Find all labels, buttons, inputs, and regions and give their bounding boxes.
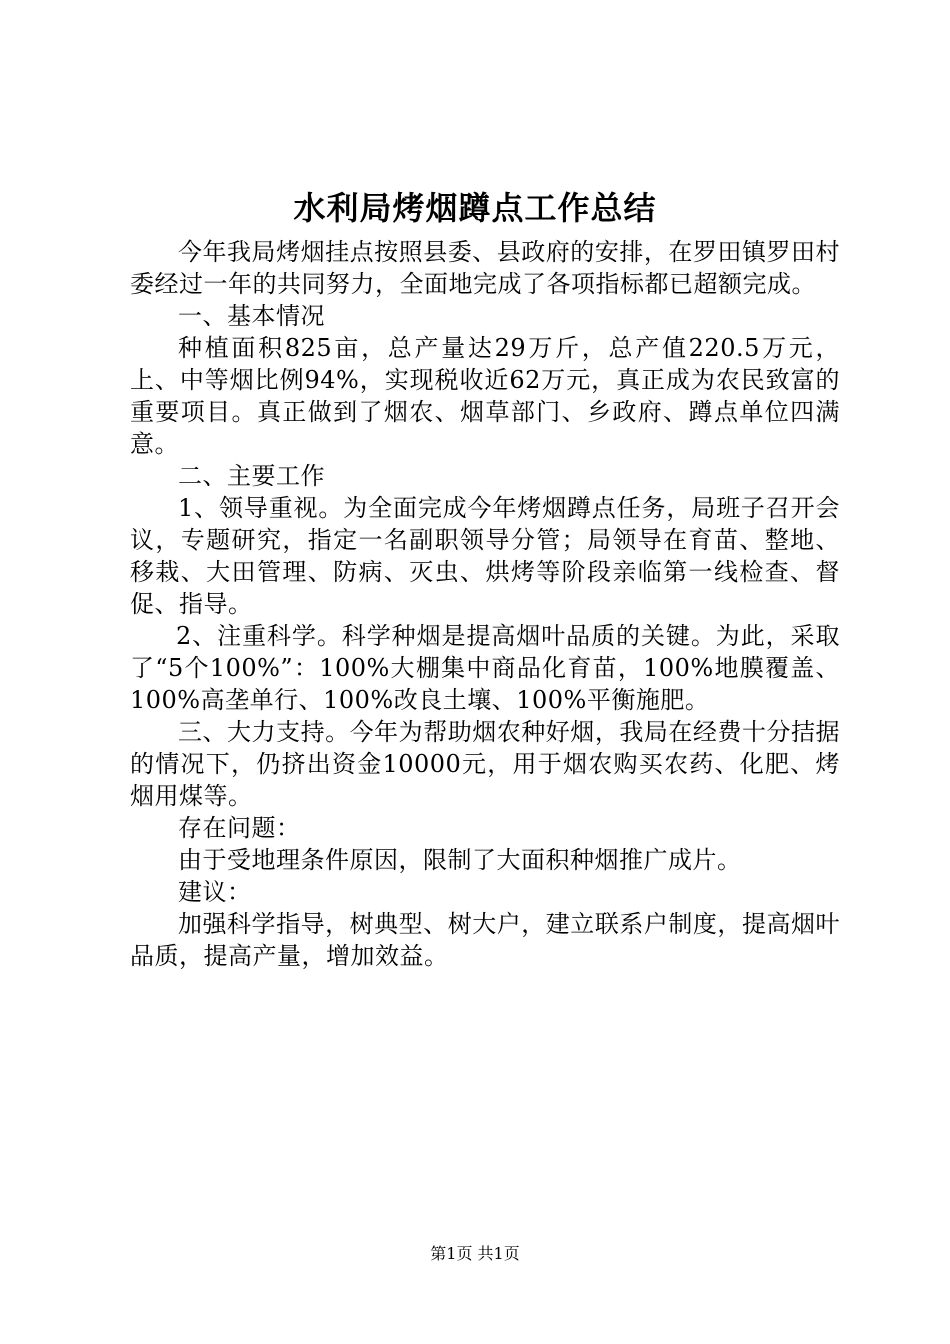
suggestions-paragraph: 加强科学指导，树典型、树大户，建立联系户制度，提高烟叶品质，提高产量，增加效益。 [130, 910, 840, 970]
basic-situation-paragraph: 种植面积825亩，总产量达29万斤，总产值220.5万元，上、中等烟比例94%，实现税收近62万元，真正成为农民致富的重要项目。真正做到了烟农、烟草部门、乡政府、蹲点单位四满意。 [130, 334, 840, 458]
intro-paragraph: 今年我局烤烟挂点按照县委、县政府的安排，在罗田镇罗田村委经过一年的共同努力，全面地完成了各项指标都已超额完成。 [130, 238, 840, 298]
problems-heading: 存在问题： [178, 814, 301, 842]
main-work-item-2: 2、注重科学。科学种烟是提高烟叶品质的关键。为此，采取了“5个100%”：100%大棚集中商品化育苗，100%地膜覆盖、100%高垄单行、100%改良土壤、100%平衡施肥。 [130, 622, 840, 714]
document-body [130, 236, 840, 972]
problems-paragraph: 由于受地理条件原因，限制了大面积种烟推广成片。 [178, 846, 742, 874]
suggestions-heading: 建议： [178, 878, 252, 906]
section-heading-basic: 一、基本情况 [178, 302, 325, 330]
document-title: 水利局烤烟蹲点工作总结 [293, 189, 657, 227]
section-heading-main-work: 二、主要工作 [178, 462, 325, 490]
page-footer: 第1页 共1页 [430, 1244, 520, 1263]
section-support-paragraph: 三、大力支持。今年为帮助烟农种好烟，我局在经费十分拮据的情况下，仍挤出资金10000元，用于烟农购买农药、化肥、烤烟用煤等。 [130, 718, 840, 810]
main-work-item-1: 1、领导重视。为全面完成今年烤烟蹲点任务，局班子召开会议，专题研究，指定一名副职领导分管；局领导在育苗、整地、移栽、大田管理、防病、灭虫、烘烤等阶段亲临第一线检查、督促、指导。 [130, 494, 840, 618]
